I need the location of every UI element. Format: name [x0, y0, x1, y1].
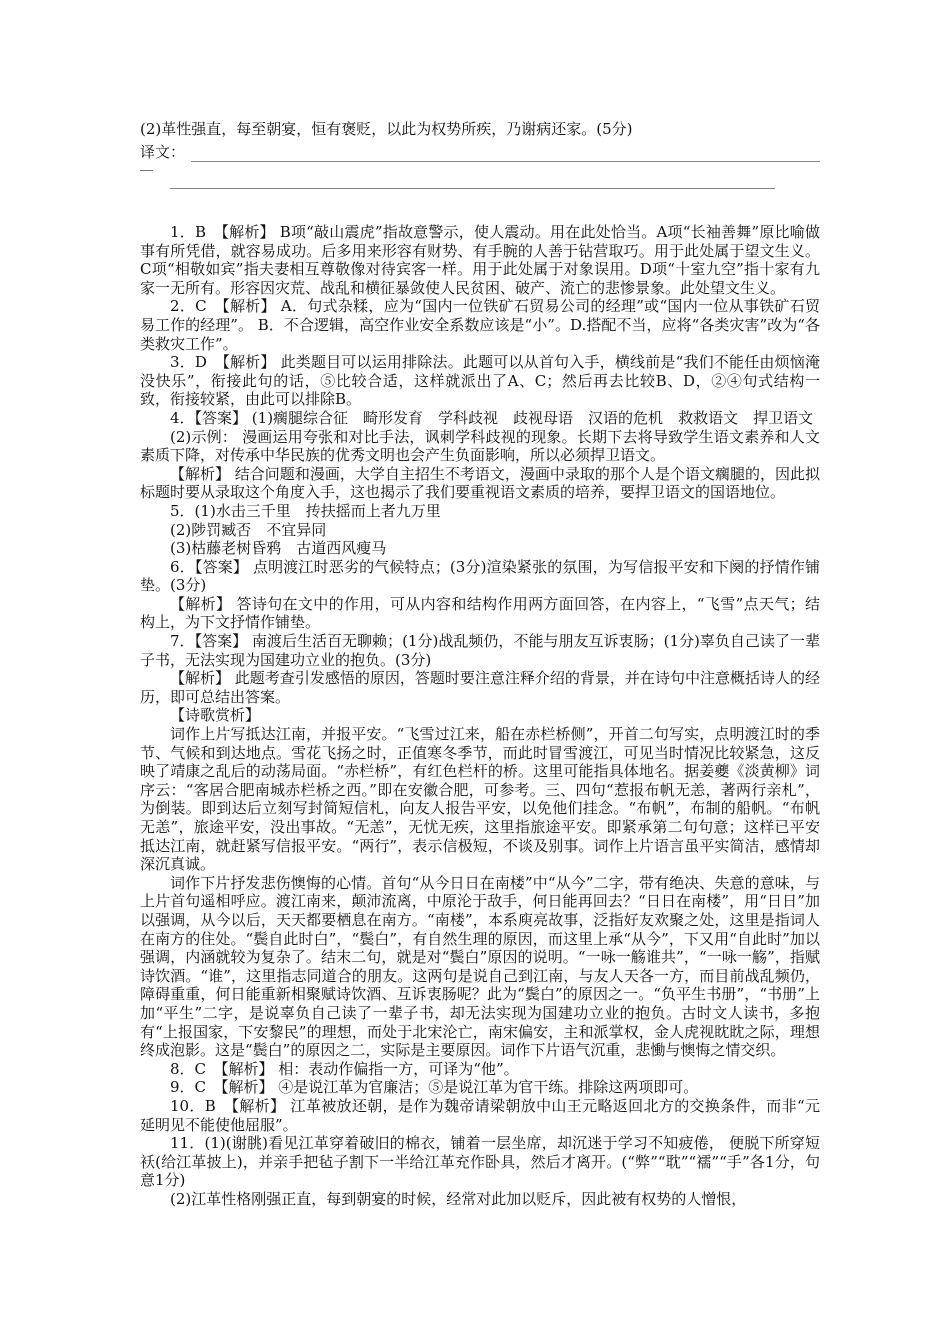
answer-5-2: (2)陟罚臧否 不宜异同 — [170, 520, 327, 539]
answer-7-analysis: 【解析】 此题考查引发感悟的原因，答题时要注意注释介绍的背景，并在诗句中注意概括诗人的经历，即可总结出答案。 — [140, 669, 820, 706]
answer-key — [140, 223, 820, 1208]
answer-4: 4．【答案】 (1)瘸腿综合征 畸形发育 学科歧视 歧视母语 汉语的危机 救救语文 捍卫语文 — [170, 408, 814, 427]
line-continuation-dash — [140, 170, 153, 171]
question-block — [140, 118, 820, 162]
translation-label: 译文： — [140, 143, 186, 161]
poem-appreciation-para-2: 词作下片抒发悲伤懊悔的心情。首句“从今日日在南楼”中“从今”二字，带有绝决、失意的意味，与上片首句遥相呼应。渡江南来，颠沛流离，中原沦于敌手，何日能再回去？“日日在南楼”，用“日日”加以强调，从今以后，天天都要栖息在南方。“南楼”，本系庾亮故事，泛指好友欢聚之处，这里是指词人在南方的住处。“鬓自此时白”，“鬓白”，有自然生理的原因，而这里上承“从今”，下又用“自此时”加以强调，内涵就较为复杂了。结末二句，就是对“鬓白”原因的说明。“一咏一觞谁共”，“一咏一觞”，指赋诗饮酒。“谁”，这里指志同道合的朋友。这两句是说自己到江南，与友人天各一方，而目前战乱频仍，障碍重重，何日能重新相聚赋诗饮酒、互诉衷肠呢？此为“鬓白”的原因之一。“负平生书册”，“书册”上加“平生”二字，是说辜负自己读了一辈子书，却无法实现为国建功立业的抱负。古时文人读书，多抱有“上报国家，下安黎民”的理想，而处于北宋沦亡，南宋偏安，主和派掌权，金人虎视眈眈之际，理想终成泡影。这是“鬓白”的原因之二，实际是主要原因。词作下片语气沉重，悲慟与懊悔之情交织。 — [140, 873, 820, 1060]
answer-6-analysis: 【解析】 答诗句在文中的作用，可从内容和结构作用两方面回答，在内容上，“飞雪”点天气；结构上，为下文抒情作铺垫。 — [140, 594, 820, 632]
poem-appreciation-para-1: 词作上片写抵达江南，并报平安。“飞雪过江来，船在赤栏桥侧”，开首二句写实，点明渡江时的季节、气候和到达地点。雪花飞扬之时，正值寒冬季节，而此时冒雪渡江，可见当时情况比较紧急，这反映了靖康之乱后的动荡局面。“赤栏桥”，有红色栏杆的桥。这里可能指具体地名。据姜夔《淡黄柳》词序云：“客居合肥南城赤栏桥之西。”即在安徽合肥，可参考。三、四句“惹报布帆无恙，著两行亲札”，为倒装。即到达后立刻写封简短信札，向友人报告平安，以免他们挂念。“布帆”，布制的船帆。“布帆无恙”，旅途平安，没出事故。“无恙”，无忧无疾，这里指旅途平安。即紧承第二句句意；这样已平安抵达江南，就赶紧写信报平安。“两行”，表示信极短，不谈及别事。词作上片语言虽平实简洁，感情却深沉真诚。 — [140, 725, 820, 874]
answer-4-analysis: 【解析】 结合问题和漫画，大学自主招生不考语文，漫画中录取的那个人是个语文瘸腿的，因此拟标题时要从录取这个角度入手，这也揭示了我们要重视语文素质的培养，要捍卫语文的国语地位。 — [140, 464, 820, 502]
poem-appreciation-heading: 【诗歌赏析】 — [170, 706, 261, 725]
answer-9: 9．C 【解析】 ④是说江革为官廉洁；⑤是说江革为官干练。排除这两项即可。 — [170, 1078, 699, 1097]
answer-11-2: (2)江革性格刚强正直，每到朝宴的时候，经常对此加以贬斥，因此被有权势的人憎恨， — [170, 1189, 747, 1208]
answer-blank-line-2 — [170, 188, 775, 189]
answer-5-3: (3)枯藤老树昏鸦 古道西风瘦马 — [170, 539, 387, 558]
answer-7: 7．【答案】 南渡后生活百无聊赖；(1分)战乱频仍，不能与朋友互诉衷肠；(1分)辜负自己读了一辈子书，无法实现为国建功立业的抱负。(3分) — [140, 632, 820, 669]
question-2-text: (2)革性强直，每至朝宴，恒有褒贬，以此为权势所疾，乃谢病还家。(5分) — [140, 120, 633, 138]
answer-5-1: 5．(1)水击三千里 抟扶摇而上者九万里 — [170, 501, 441, 520]
answer-1: 1．B 【解析】 B项“敲山震虎”指故意警示，使人震动。用在此处恰当。A项“长袖善舞”原比喻做事有所凭借，就容易成功。后多用来形容有财势、有手腕的人善于钻营取巧。用于此处属于望文生义。C项“相敬如宾”指夫妻相互尊敬像对待宾客一样。用于此处属于对象误用。D项“十室九空”指十家有九家一无所有。形容因灾荒、战乱和横征暴敛使人民贫困、破产、流亡的悲惨景象。此处望文生义。 — [140, 223, 820, 297]
answer-3: 3．D 【解析】 此类题目可以运用排除法。此题可以从首句入手，横线前是“我们不能任由烦恼淹没快乐”，衔接此句的话，⑤比较合适，这样就派出了A、C；然后再去比较B、D，②④句式结构一致，衔接较紧，由此可以排除B。 — [140, 353, 820, 409]
translation-line — [140, 140, 820, 162]
answer-10: 10．B 【解析】 江革被放还朝，是作为魏帝请梁朝放中山王元略返回北方的交换条件，而非“元延明见不能使他屈服”。 — [140, 1096, 820, 1134]
answer-11-1: 11．(1)(谢朓)看见江革穿着破旧的棉衣，铺着一层坐席，却沉迷于学习不知疲倦， 便脱下所穿短袄(给江革披上)，并亲手把毡子割下一半给江革充作卧具，然后才离开。(“弊”“耽”“襦”“手”各1分，句意1分) — [140, 1134, 820, 1190]
answer-6: 6．【答案】 点明渡江时恶劣的气候特点；(3分)渲染紧张的氛围，为写信报平安和下阕的抒情作铺垫。(3分) — [140, 557, 820, 595]
answer-8: 8．C 【解析】 相：表动作偏指一方，可译为“他”。 — [170, 1059, 519, 1078]
answer-blank-line — [191, 149, 820, 162]
answer-4-example: (2)示例： 漫画运用夸张和对比手法，讽刺学科歧视的现象。长期下去将导致学生语文素养和人文素质下降，对传承中华民族的优秀文明也会产生负面影响，所以必须捍卫语文。 — [140, 427, 820, 465]
answer-2: 2．C 【解析】 A．句式杂糅，应为“国内一位铁矿石贸易公司的经理”或“国内一位从事铁矿石贸易工作的经理”。 B．不合逻辑，高空作业安全系数应该是“小”。D.搭配不当，应将“各类灾害”改为“各类救灾工作”。 — [140, 297, 820, 353]
